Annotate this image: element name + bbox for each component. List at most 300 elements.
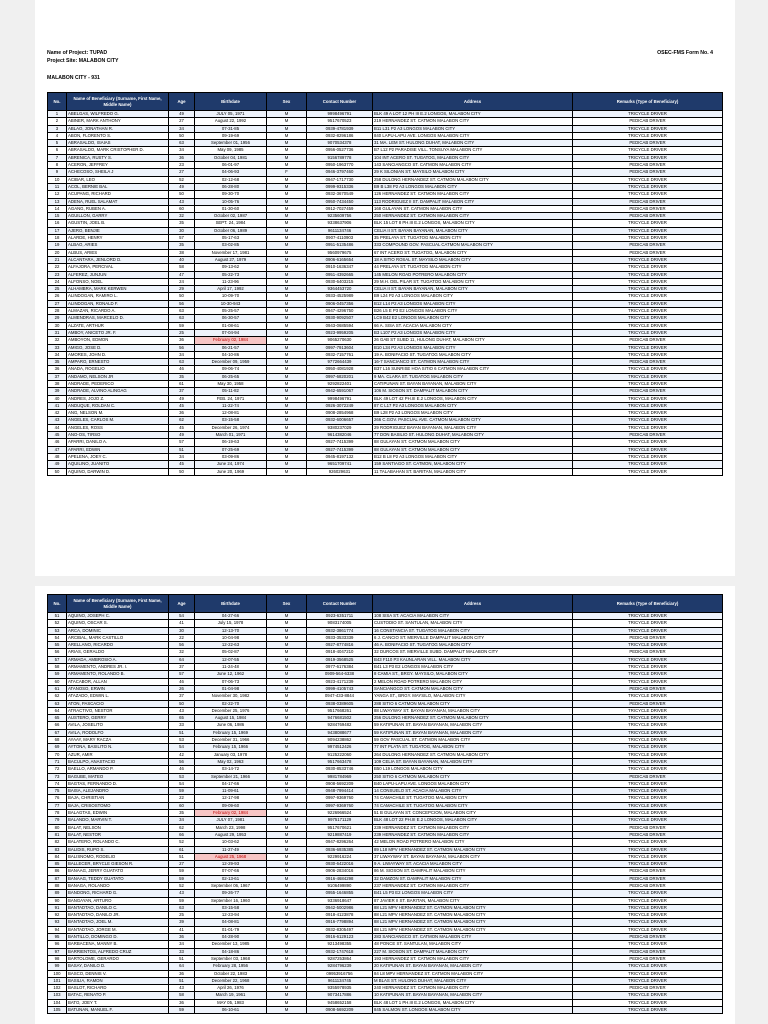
beneficiary-table-2 — [47, 594, 723, 1014]
cell-remarks: TRICYCLE DRIVER — [573, 788, 723, 795]
cell-no: 61 — [48, 685, 67, 692]
cell-contact: 9284769482 — [307, 722, 373, 729]
cell-contact: 0977-6176384 — [307, 664, 373, 671]
beneficiary-table-1 — [47, 92, 723, 476]
cell-age: 34 — [169, 147, 195, 154]
cell-age: 58 — [169, 992, 195, 999]
cell-birthdate: 10-09-70 — [195, 293, 267, 300]
cell-remarks: TRICYCLE DRIVER — [573, 176, 723, 183]
cell-address: 250 SITIO 6 CATMON MALABON CITY — [373, 773, 573, 780]
cell-remarks: PEDICAB DRIVER — [573, 242, 723, 249]
cell-sex: M — [267, 912, 307, 919]
cell-birthdate: June 24, 1974 — [195, 461, 267, 468]
cell-age: 43 — [169, 198, 195, 205]
cell-no: 35 — [48, 359, 67, 366]
cell-no: 86 — [48, 868, 67, 875]
cell-name: BASILIA, RAMON — [67, 977, 169, 984]
cell-contact: 9975171129 — [307, 817, 373, 824]
table-row — [48, 715, 723, 722]
cell-address: 239 HERNANDEZ ST. CATMON MALABON CITY — [373, 824, 573, 831]
cell-birthdate: 06-21-57 — [195, 344, 267, 351]
cell-name: BAGUBE, MATEO — [67, 773, 169, 780]
cell-name: ALFEREZ, JUNJUN — [67, 271, 169, 278]
cell-contact: 0927-7415399 — [307, 446, 373, 453]
cell-name: ANO-OS, TIRSO — [67, 432, 169, 439]
cell-name: ARELLANO, RICARDO — [67, 642, 169, 649]
cell-no: 45 — [48, 432, 67, 439]
cell-age: 36 — [169, 337, 195, 344]
cell-no: 76 — [48, 795, 67, 802]
cell-contact: 0907-4110903 — [307, 235, 373, 242]
cell-contact: 0932-8305497 — [307, 926, 373, 933]
cell-address: 143 SANCIANGCO ST. CATMON MALABON CITY — [373, 162, 573, 169]
cell-no: 29 — [48, 315, 67, 322]
cell-birthdate: February 02, 1984 — [195, 810, 267, 817]
cell-name: AYTONA, BASILITO N. — [67, 744, 169, 751]
cell-contact: 9213498355 — [307, 941, 373, 948]
cell-birthdate: April 26, 1976 — [195, 985, 267, 992]
cell-name: ATAZADO, EDWIN L. — [67, 693, 169, 700]
cell-sex: M — [267, 671, 307, 678]
cell-contact: 0997-7913604 — [307, 344, 373, 351]
cell-remarks: TRICYCLE DRIVER — [573, 424, 723, 431]
cell-remarks: TRICYCLE DRIVER — [573, 941, 723, 948]
cell-name: AQUINO, JOSEPH C. — [67, 613, 169, 620]
cell-address: B40 LAPU-LAPU AVE. LONGOS MALABON CITY — [373, 780, 573, 787]
table-row — [48, 671, 723, 678]
cell-remarks: TRICYCLE DRIVER — [573, 111, 723, 118]
cell-contact: 9070534378 — [307, 140, 373, 147]
cell-birthdate: February 15, 1969 — [195, 729, 267, 736]
cell-address: 46 A. BONIFACIO ST. TUGATOG MALABON CITY — [373, 642, 573, 649]
cell-remarks: PEDICAB DRIVER — [573, 868, 723, 875]
cell-address: 258 DULONG HERNANDEZ ST. CATMON MALABON CITY — [373, 176, 573, 183]
cell-age: 59 — [169, 875, 195, 882]
cell-birthdate: 05-22-73 — [195, 271, 267, 278]
cell-age: 40 — [169, 256, 195, 263]
cell-birthdate: 11-09-61 — [195, 788, 267, 795]
table-row — [48, 286, 723, 293]
cell-age: 66 — [169, 831, 195, 838]
cell-contact: 0912-7027459 — [307, 205, 373, 212]
cell-no: 65 — [48, 715, 67, 722]
cell-birthdate: FEB. 24, 1971 — [195, 395, 267, 402]
cell-age: 25 — [169, 329, 195, 336]
cell-name: ATON, PASCACIO — [67, 700, 169, 707]
cell-name: APARRI, DANILO A. — [67, 439, 169, 446]
cell-birthdate: June 12, 1962 — [195, 671, 267, 678]
table-row — [48, 963, 723, 970]
table-row — [48, 125, 723, 132]
cell-name: ABRENICA, RUSTY S. — [67, 154, 169, 161]
cell-no: 74 — [48, 780, 67, 787]
cell-name: BALAT, NESTOR — [67, 831, 169, 838]
cell-address: B50 L19 LONGOS MALABON CITY — [373, 766, 573, 773]
header-remarks: Remarks (Type of Beneficiary) — [573, 595, 723, 613]
cell-age: 52 — [169, 176, 195, 183]
cell-remarks: TRICYCLE DRIVER — [573, 344, 723, 351]
cell-sex: M — [267, 286, 307, 293]
cell-remarks: PEDICAB DRIVER — [573, 169, 723, 176]
cell-birthdate: 05-02-87 — [195, 649, 267, 656]
cell-birthdate: 09-13-62 — [195, 264, 267, 271]
cell-name: ALHAMBRA, MARK KERWEN — [67, 286, 169, 293]
cell-birthdate: February 28, 1956 — [195, 963, 267, 970]
header-no: No. — [48, 93, 67, 111]
cell-address: BLK 49 LOT 42 PH.III E.2 LONGOS, MALABON CITY — [373, 395, 573, 402]
cell-sex: M — [267, 722, 307, 729]
cell-name: AMPARO, ERNESTO — [67, 359, 169, 366]
cell-remarks: TRICYCLE DRIVER — [573, 627, 723, 634]
cell-address: 239 HERNANDEZ ST. CATMON MALABON CITY — [373, 831, 573, 838]
cell-no: 91 — [48, 904, 67, 911]
cell-birthdate: 11-23-96 — [195, 278, 267, 285]
cell-sex: M — [267, 999, 307, 1006]
document-page-2 — [35, 586, 735, 1024]
cell-birthdate: 02-22-70 — [195, 700, 267, 707]
cell-address: 106 M. SIOSON ST. DAMPALIT MALABON CITY — [373, 388, 573, 395]
cell-birthdate: 05-17-63 — [195, 235, 267, 242]
cell-address: 109 CELIA ST. BAYAN BAYANAN, MALABON CITY — [373, 758, 573, 765]
cell-name: BANTILLO, DOMINGO D. — [67, 934, 169, 941]
cell-remarks: TRICYCLE DRIVER — [573, 729, 723, 736]
cell-name: AMIGO, JOSE D. — [67, 344, 169, 351]
cell-address: 26 GAB ST SUBD 11, HULONG DUHAT, MALABON CITY — [373, 337, 573, 344]
cell-birthdate: December 31, 1966 — [195, 737, 267, 744]
cell-no: 18 — [48, 235, 67, 242]
cell-sex: M — [267, 308, 307, 315]
project-site: Project Site: MALABON CITY — [47, 58, 119, 64]
cell-address: 266 C.GOV. PASCUAL AVE. CATMON MALABON CITY — [373, 417, 573, 424]
cell-age: 35 — [169, 373, 195, 380]
cell-birthdate: 07-25-69 — [195, 446, 267, 453]
cell-remarks: TRICYCLE DRIVER — [573, 147, 723, 154]
cell-name: AGUILLON, GARRY — [67, 213, 169, 220]
cell-sex: M — [267, 656, 307, 663]
cell-birthdate: 04-27-66 — [195, 613, 267, 620]
table-row — [48, 977, 723, 984]
cell-address: 37 LIWAYWAY ST. BAYAN BAYANAN, MALABON CITY — [373, 853, 573, 860]
cell-remarks: TRICYCLE DRIVER — [573, 802, 723, 809]
cell-contact: 9083174005 — [307, 620, 373, 627]
table-row — [48, 656, 723, 663]
table-row — [48, 183, 723, 190]
table-row — [48, 191, 723, 198]
cell-sex: M — [267, 373, 307, 380]
cell-contact: 0951-5135486 — [307, 242, 373, 249]
cell-contact: 9981784969 — [307, 773, 373, 780]
cell-age: 51 — [169, 955, 195, 962]
cell-name: AYAAY, MARY RACZA — [67, 737, 169, 744]
header-birthdate: Birthdate — [195, 93, 267, 111]
cell-no: 23 — [48, 271, 67, 278]
table-row — [48, 453, 723, 460]
cell-sex: M — [267, 678, 307, 685]
cell-age: 54 — [169, 780, 195, 787]
cell-name: ACHECOSO, SHEILA J — [67, 169, 169, 176]
cell-birthdate: 01-30-60 — [195, 205, 267, 212]
cell-remarks: TRICYCLE DRIVER — [573, 125, 723, 132]
cell-name: ALZATE, ARTHUR — [67, 322, 169, 329]
cell-address: 237 HERNANDEZ ST. CATMON MALABON CITY — [373, 882, 573, 889]
cell-contact: 9611134746 — [307, 227, 373, 234]
cell-name: ARMAMENTO, ANDRES JR. I. — [67, 664, 169, 671]
cell-name: BANAAG, JERRY GUATATO — [67, 868, 169, 875]
cell-sex: M — [267, 461, 307, 468]
cell-contact: 0997-9369760 — [307, 802, 373, 809]
cell-sex: M — [267, 890, 307, 897]
table-row — [48, 722, 723, 729]
cell-address: BLK 15 LOT 8 PH.III E.2 LONGOS, MALABON CITY — [373, 220, 573, 227]
cell-sex: M — [267, 337, 307, 344]
table-row — [48, 111, 723, 118]
cell-address: CATIPUNAN ST. BAYAN BAYANAN, MALABON CITY — [373, 380, 573, 387]
table-row — [48, 198, 723, 205]
cell-remarks: TRICYCLE DRIVER — [573, 810, 723, 817]
cell-no: 93 — [48, 919, 67, 926]
cell-name: BARTOLOME, GERARDO — [67, 955, 169, 962]
cell-age: 49 — [169, 395, 195, 402]
cell-remarks: TRICYCLE DRIVER — [573, 446, 723, 453]
cell-contact: 0932-7157761 — [307, 351, 373, 358]
cell-no: 15 — [48, 213, 67, 220]
table-row — [48, 678, 723, 685]
cell-address: 35 PRELAYA ST. TUGATOG MALABON CITY — [373, 235, 573, 242]
cell-sex: M — [267, 293, 307, 300]
cell-name: ANDRES, JOJO Z. — [67, 395, 169, 402]
cell-no: 55 — [48, 642, 67, 649]
cell-name: ALMAZAN, RICARDO A. — [67, 308, 169, 315]
cell-birthdate: 10-05-76 — [195, 198, 267, 205]
table-row — [48, 707, 723, 714]
cell-no: 46 — [48, 439, 67, 446]
cell-address: 88 L21 MPV HERNANDEZ ST. CATMON MALABON CITY — [373, 912, 573, 919]
cell-no: 12 — [48, 191, 67, 198]
cell-address: 18 A SITIO ROSAL ST. MAYSILO MALABON CITY — [373, 256, 573, 263]
cell-remarks: TRICYCLE DRIVER — [573, 977, 723, 984]
cell-birthdate: November 17, 1981 — [195, 249, 267, 256]
cell-birthdate: 01-01-79 — [195, 926, 267, 933]
cell-sex: M — [267, 919, 307, 926]
cell-address: 77 DON BASILIO ST. HULONG DUHAT, MALABON CITY — [373, 432, 573, 439]
table-row — [48, 242, 723, 249]
cell-contact: 0906-0457356 — [307, 300, 373, 307]
table-body-2 — [48, 613, 723, 1014]
cell-name: ANDRADE, ALVINO ALINGAG — [67, 388, 169, 395]
cell-name: BALAGTAS, EDWIN — [67, 810, 169, 817]
cell-age: 36 — [169, 934, 195, 941]
cell-remarks: TRICYCLE DRIVER — [573, 315, 723, 322]
cell-birthdate: 12-17-98 — [195, 795, 267, 802]
cell-birthdate: 06-01-97 — [195, 162, 267, 169]
cell-sex: M — [267, 366, 307, 373]
cell-contact: 9106499890 — [307, 882, 373, 889]
table-row — [48, 410, 723, 417]
cell-contact: 0997-6820201 — [307, 373, 373, 380]
cell-address: 168 GULAYAN ST. CATMON MALABON CITY — [373, 205, 573, 212]
cell-remarks: TRICYCLE DRIVER — [573, 256, 723, 263]
cell-address: BLK 48 LOT 22 PH.III E.2 LONGOS, MALABON CITY — [373, 817, 573, 824]
cell-no: 56 — [48, 649, 67, 656]
cell-contact: 9287253864 — [307, 955, 373, 962]
table-row — [48, 853, 723, 860]
cell-contact: 9125222060 — [307, 751, 373, 758]
cell-contact: 0956-0527736 — [307, 147, 373, 154]
cell-birthdate: October 22, 1983 — [195, 970, 267, 977]
table-row — [48, 999, 723, 1006]
cell-age: 63 — [169, 315, 195, 322]
cell-birthdate: August 22, 1992 — [195, 118, 267, 125]
header-remarks: Remarks (Type of Beneficiary) — [573, 93, 723, 111]
cell-birthdate: 12-08-81 — [195, 410, 267, 417]
cell-contact: 0942-5002986 — [307, 904, 373, 911]
cell-no: 42 — [48, 410, 67, 417]
cell-age: 51 — [169, 729, 195, 736]
cell-address: B41 L3 P3 E2 LONGOS MALABON CITY — [373, 664, 573, 671]
cell-birthdate: 04-08-81 — [195, 919, 267, 926]
cell-birthdate: September 03, 1968 — [195, 955, 267, 962]
cell-no: 78 — [48, 810, 67, 817]
cell-contact: 9364453720 — [307, 286, 373, 293]
cell-sex: M — [267, 227, 307, 234]
cell-sex: M — [267, 627, 307, 634]
cell-age: 34 — [169, 817, 195, 824]
cell-birthdate: 12-23-94 — [195, 912, 267, 919]
cell-remarks: TRICYCLE DRIVER — [573, 904, 723, 911]
header-age: Age — [169, 595, 195, 613]
cell-sex: M — [267, 868, 307, 875]
cell-contact: 0945-8197132 — [307, 453, 373, 460]
cell-name: AMBOY, ANICETO JR. F. — [67, 329, 169, 336]
cell-name: APELENA, JOEY C. — [67, 453, 169, 460]
cell-age: 33 — [169, 948, 195, 955]
cell-birthdate: 04-06-93 — [195, 169, 267, 176]
cell-birthdate: 04-10-86 — [195, 351, 267, 358]
cell-address: SANCIANGCO ST. CATMON MALABON CITY — [373, 685, 573, 692]
cell-sex: M — [267, 439, 307, 446]
cell-remarks: TRICYCLE DRIVER — [573, 264, 723, 271]
cell-sex: M — [267, 329, 307, 336]
cell-sex: M — [267, 992, 307, 999]
cell-age: 63 — [169, 308, 195, 315]
table-row — [48, 322, 723, 329]
cell-address: 8 CAMIA ST., BRGY. MAYSILO, MALABON CITY — [373, 671, 573, 678]
cell-address: B12 L14 P2 A3 LONGOS MALABON CITY — [373, 300, 573, 307]
cell-name: BATAC, RENATO P. — [67, 992, 169, 999]
cell-address: B11 L31 P2 A3 LONGOS MALABON CITY — [373, 125, 573, 132]
cell-sex: M — [267, 664, 307, 671]
cell-birthdate: 12-07-55 — [195, 656, 267, 663]
cell-sex: M — [267, 810, 307, 817]
cell-name: AQUINO, DARWIN D. — [67, 468, 169, 475]
cell-name: ACOL, BERNIE BAL — [67, 183, 169, 190]
cell-sex: M — [267, 111, 307, 118]
cell-no: 31 — [48, 329, 67, 336]
cell-sex: M — [267, 707, 307, 714]
cell-sex: M — [267, 693, 307, 700]
table-row — [48, 1007, 723, 1014]
cell-contact: 0906-2834016 — [307, 868, 373, 875]
table-row — [48, 439, 723, 446]
table-row — [48, 685, 723, 692]
cell-sex: M — [267, 205, 307, 212]
cell-no: 39 — [48, 388, 67, 395]
cell-age: 60 — [169, 205, 195, 212]
cell-remarks: PEDICAB DRIVER — [573, 359, 723, 366]
table-row — [48, 220, 723, 227]
cell-name: ANADA, ROGELIO — [67, 366, 169, 373]
cell-no: 73 — [48, 773, 67, 780]
cell-sex: M — [267, 955, 307, 962]
cell-no: 80 — [48, 824, 67, 831]
cell-remarks: TRICYCLE DRIVER — [573, 999, 723, 1006]
cell-name: BALLECER, BRYCLE GIESON R. — [67, 861, 169, 868]
table-row — [48, 992, 723, 999]
cell-age: 34 — [169, 351, 195, 358]
cell-address: 84 L8 MPV HERNANDEZ ST. CATMON MALABON CITY — [373, 970, 573, 977]
table-row — [48, 904, 723, 911]
cell-remarks: PEDICAB DRIVER — [573, 213, 723, 220]
cell-remarks: TRICYCLE DRIVER — [573, 926, 723, 933]
cell-sex: M — [267, 948, 307, 955]
cell-sex: M — [267, 766, 307, 773]
table-row — [48, 912, 723, 919]
cell-no: 89 — [48, 890, 67, 897]
cell-no: 19 — [48, 242, 67, 249]
cell-remarks: PEDICAB DRIVER — [573, 934, 723, 941]
cell-address: BLK 49 A LOT 12 PH III E.2 LONGOS, MALABON CITY — [373, 111, 573, 118]
cell-birthdate: November 30, 1982 — [195, 693, 267, 700]
table-row — [48, 780, 723, 787]
cell-contact: 0916-7798894 — [307, 919, 373, 926]
cell-age: 65 — [169, 715, 195, 722]
table-row — [48, 329, 723, 336]
cell-birthdate: December 25, 1976 — [195, 707, 267, 714]
cell-contact: 9517670621 — [307, 824, 373, 831]
cell-name: BAGTAS, FERNANDO D. — [67, 780, 169, 787]
cell-name: ANGELES, CARLOS M. — [67, 417, 169, 424]
cell-birthdate: May 02, 1963 — [195, 758, 267, 765]
cell-remarks: PEDICAB DRIVER — [573, 948, 723, 955]
cell-birthdate: October 02, 1987 — [195, 213, 267, 220]
cell-address: 6 J. CANCIO ST. MERVILLE DAMPALIT MALABON CITY — [373, 634, 573, 641]
cell-address: B9 L28 P2 A3 LONGOS MALABON CITY — [373, 410, 573, 417]
cell-birthdate: 09-19-69 — [195, 132, 267, 139]
cell-contact: 0950-7434450 — [307, 198, 373, 205]
cell-name: AGUSTIN, JOEL B. — [67, 220, 169, 227]
cell-sex: M — [267, 729, 307, 736]
cell-name: BAJA, CRISOSTOMO — [67, 802, 169, 809]
cell-sex: M — [267, 235, 307, 242]
cell-name: APARRI, EDWIN — [67, 446, 169, 453]
cell-remarks: PEDICAB DRIVER — [573, 198, 723, 205]
table-header-row — [48, 595, 723, 613]
cell-contact: 0932-3861774 — [307, 627, 373, 634]
cell-sex: M — [267, 446, 307, 453]
table-row — [48, 468, 723, 475]
cell-address: 16-7 SANCIANCO ST. CATMON MALABON CITY — [373, 359, 573, 366]
cell-sex: M — [267, 132, 307, 139]
cell-no: 4 — [48, 132, 67, 139]
table-row — [48, 795, 723, 802]
cell-birthdate: 02-12-68 — [195, 176, 267, 183]
cell-sex: M — [267, 634, 307, 641]
cell-address: 29 M.H. DEL PILAR ST. TUGATOG MALABON CITY — [373, 278, 573, 285]
cell-sex: M — [267, 824, 307, 831]
cell-age: 41 — [169, 620, 195, 627]
cell-remarks: TRICYCLE DRIVER — [573, 286, 723, 293]
cell-remarks: PEDICAB DRIVER — [573, 773, 723, 780]
